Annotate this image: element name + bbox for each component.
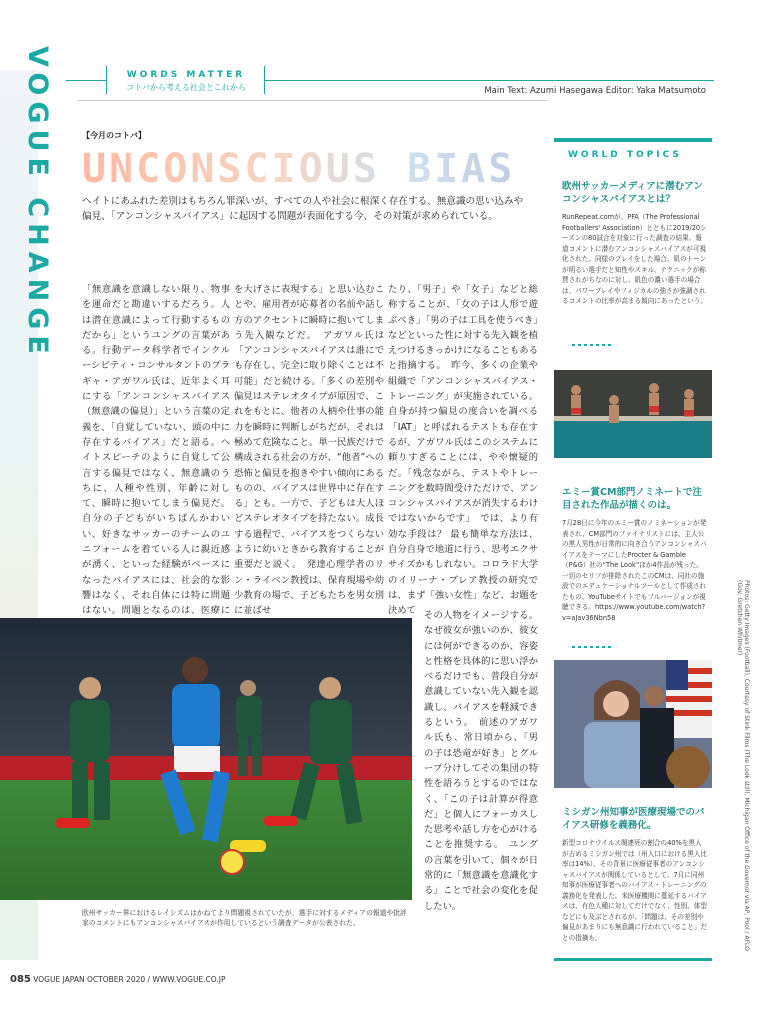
topic-3-title: ミシガン州知事が医療現場でのバイアス研修を義務化。 <box>562 807 705 831</box>
topic-3-body: 新型コロナウイルス関連死の割合の40%を黒人が占めるミシガン州では（州人口における黒人比率は14%）、その背景に医療従事者のアンコンシャスバイアスが関係しているとして、7月に同州知事が医療従事者へのバイアス・トレーニングの義務化を発表した。米医療機関に蔓延するバイアスは、有色人種に対してだけでなく、性別、体型などにも及ぶとされるが、「問題は、その差別や偏見があまりにも無意識に行われていること」だとの指摘も。 <box>562 839 708 942</box>
topic-1-title: 欧州サッカーメディアに潜むアンコンシャスバイアスとは？ <box>562 181 703 205</box>
pool-photo <box>554 370 712 458</box>
topic-divider-2 <box>572 646 612 648</box>
topic-2-body: 7月28日に今年のエミー賞のノミネーションが発表され、CM部門のファイナリストには、主人公の黒人男性が日常的に向き合うアンコンシャスバイアスをテーマにしたProcter & Gamble（P&G）社の“The Look”ほか4作品が残った。一切のセリフが排除されたこのCMは、同社の施設でのエデュケーショナルツールとして作成されたもの。YouTubeサイトでもフルバージョンが視聴できる。https://www.youtube.com/watch?v=aJav36Nbn58 <box>562 519 707 622</box>
body-column-2: を大げさに表現する」と思い込むことや、雇用者が応募者の名前や話し方のアクセントに瞬時に抱いてしまう先入観などだ。 アガワル氏は「アンコンシャスバイアスは誰にでも存在し、完全に取り除くことは不可能」だと続ける。「多くの差別や偏見はステレオタイプが原因で、これをもとに、他者の人柄や仕事の能力を瞬時に判断しがちだが、それは極めて危険なこと。単一民族だけで構成される社会の方が、“他者”への恐怖と偏見を抱きやすい傾向にあるものの、バイアスは世界中に存在する」とも。一方で、子どもは大人ほどステレオタイプを持たない。成長する過程で、バイアスをつくらないように幼いときから教育することが重要だと説く。 発達心理学者のリン・ライベン教授は、保育現場や幼少教育の場で、子どもたちを男女別に並ばせ <box>234 284 384 617</box>
credits: Main Text: Azumi Hasegawa Editor: Yaka Matsumoto <box>484 86 706 96</box>
topic-1-body: RunRepeat.comが、PFA（The Professional Footballers' Association）とともに2019/20シーズンの80試合を対象に行った調査の結果、報道コメントに潜むアンコンシャスバイアスが可視化された。同様のプレイをした場合、肌のトーンが明るい選手だと知性やスキル、テクニックが称賛されがちなのに対し、肌色の濃い選手の場合は、パワーブレイやフィジカルの強さが強調されるコメントの比率が高まる傾向にあったという。 <box>562 213 707 305</box>
body-column-4: その人物をイメージする。なぜ彼女が強いのか、彼女には何ができるのか、容姿と性格を具体的に思い浮かべるだけでも、普段自分が意識していない先入観を認識し、バイアスを軽減できるという。 前述のアガワル氏も、常日頃から、「男の子は恐竜が好き」とグループ分けしてその集団の特性を語ろうとするのではなく、「この子は計算が得意だ」と個人にフォーカスした思考や話し方を心がけることを推奨する。 ユングの言葉を引いて、個々が日常的に「無意識を意識化する」ことで社会の変化を促したい。 <box>424 610 538 912</box>
topic-divider-1 <box>572 344 612 346</box>
page-number: 085 <box>10 974 31 985</box>
page-footer <box>10 974 226 985</box>
body-column-1: 「無意識を意識しない限り、物事を運命だと勘違いするだろう。人は潜在意識によって行動するものだから」というユングの言葉がある。行動データ科学者でインクルーシビティ・コンサルタントのプラギャ・アガワル氏は、近年よく耳にする「アンコンシャスバイアス（無意識の偏見）」という言葉の定義を、「自覚していない、頭の中に存在するバイアス」だと語る。ヘイトスピーチのように自覚して公言する偏見ではなく、無意識のうちに、人種や性別、年齢に対して、瞬時に抱いてしまう偏見だ。自分の子どもがいちばんかわいい、好きなサッカーのチームのユニフォームを着ている人に親近感が湧く、といった経験がベースになったバイアスには、社会的な影響はなく、それ自体には特に問題はない。問題となるのは、医療に <box>82 284 230 617</box>
series-subtitle: コトバから考える社会とこれから <box>126 83 246 92</box>
topic-card-2 <box>562 486 708 623</box>
series-title: WORDS MATTER <box>126 70 246 80</box>
topic-2-title: エミー賞CM部門ノミネートで注目された作品が描くのは。 <box>562 487 702 511</box>
topic-card-3 <box>562 806 708 943</box>
governor-photo <box>554 660 712 788</box>
header-rule-left <box>66 80 106 81</box>
article-lead: ヘイトにあふれた差別はもちろん罪深いが、すべての人や社会に根深く存在する、無意識の思い込みや偏見、「アンコンシャスバイアス」に起因する問題が表面化する今、その対策が求められている。 <box>82 196 524 222</box>
world-topics-bottom-bar <box>554 958 712 961</box>
photo-caption: 欧州サッカー界におけるレイシズムはかねてより問題視されていたが、選手に対するメディアの報道や批評家のコメントにもアンコンシャスバイアスが作用しているという調査データが公表された。 <box>82 909 407 927</box>
publication-line: VOGUE JAPAN OCTOBER 2020 / WWW.VOGUE.CO.JP <box>33 975 226 984</box>
header-rule-right <box>264 80 714 81</box>
world-topics-heading: WORLD TOPICS <box>568 150 682 160</box>
topic-card-1 <box>562 180 708 307</box>
body-column-3: たり、「男子」や「女子」などと総称することが、「女の子は人形で遊ぶべき」「男の子は工具を使うべき」などといった性に対する先入観を植えつけるきっかけになることもあると指摘する。 昨今、多くの企業や組織で「アンコンシャスバイアス・トレーニング」が実施されている。自身が持つ偏見の度合いを調べる「IAT」と呼ばれるテストも存在するが、アガワル氏はこのシステムに頼りすぎることには、やや懐疑的だ。「残念ながら、テストやトレーニングを数時間受けただけで、アンコンシャスバイアスが消失するわけではないからです」 では、より有効な手段は？ 最も簡単な方法は、自分自身で地道に行う、思考エクササイズかもしれない。コロラド大学のイリーナ・ブレア教授の研究では、まず「強い女性」など、お題を決めて <box>388 284 538 617</box>
side-section-title: VOGUE CHANGE <box>22 46 53 360</box>
credits-divider <box>78 100 548 101</box>
football-photo <box>0 618 412 900</box>
photo-credit: Photos: Getty Images (Football), Courtesy of Stink Films (The Look still), Michigan Office of the Governor via AP, Pool / AFLO (Gov. Gretchen Whitmer) <box>736 580 750 951</box>
world-topics-sidebar <box>554 138 712 160</box>
kotoba-label: 【今月のコトバ】 <box>82 131 146 140</box>
article-title: UNCONSCIOUS BIAS <box>82 146 516 192</box>
